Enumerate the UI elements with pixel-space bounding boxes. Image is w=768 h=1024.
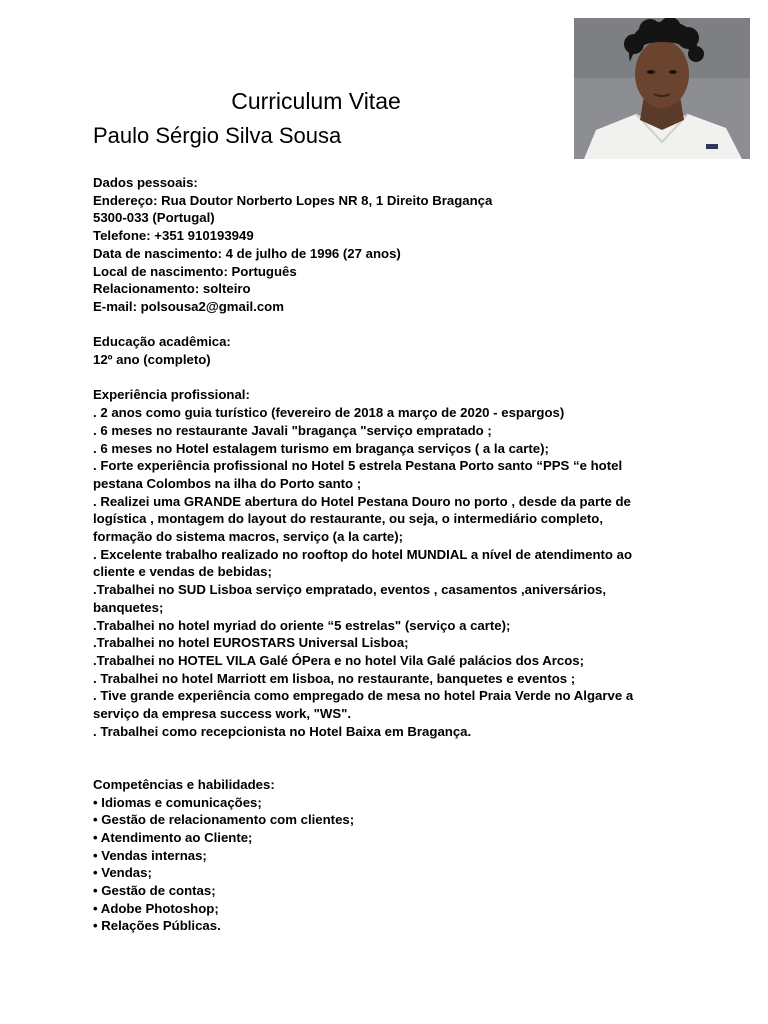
skill-item: • Idiomas e comunicações; xyxy=(93,794,262,810)
experience-line: . Excelente trabalho realizado no rooftop do hotel MUNDIAL a nível de atendimento ao xyxy=(93,546,633,562)
experience-line: cliente e vendas de bebidas; xyxy=(93,564,272,580)
experience-line: . Trabalhei como recepcionista no Hotel Baixa em Bragança. xyxy=(93,723,472,739)
experience-line: pestana Colombos na ilha do Porto santo ; xyxy=(93,475,362,491)
section-heading: Competências e habilidades: xyxy=(93,776,275,792)
skill-item: • Gestão de relacionamento com clientes; xyxy=(93,812,355,828)
skills-section xyxy=(93,776,693,935)
experience-line: . Trabalhei no hotel Marriott em lisboa, no restaurante, banquetes e eventos ; xyxy=(93,670,576,686)
experience-line: serviço da empresa success work, "WS". xyxy=(93,706,352,722)
document-title: Curriculum Vitae xyxy=(231,88,401,114)
birth-date-line: Data de nascimento: 4 de julho de 1996 (27 anos) xyxy=(93,245,401,261)
experience-line: . Forte experiência profissional no Hotel 5 estrela Pestana Porto santo “PPS “e hotel xyxy=(93,458,623,474)
email-line: E-mail: polsousa2@gmail.com xyxy=(93,298,284,314)
address-line: Endereço: Rua Doutor Norberto Lopes NR 8, 1 Direito Bragança xyxy=(93,192,493,208)
section-heading: Dados pessoais: xyxy=(93,175,198,190)
experience-line: banquetes; xyxy=(93,599,164,615)
section-heading: Educação acadêmica: xyxy=(93,334,231,350)
skill-item: • Vendas internas; xyxy=(93,847,207,863)
experience-section xyxy=(93,386,693,740)
experience-line: .Trabalhei no hotel myriad do oriente “5 estrelas" (serviço a carte); xyxy=(93,617,511,633)
postal-code-line: 5300-033 (Portugal) xyxy=(93,210,215,226)
skill-item: • Gestão de contas; xyxy=(93,883,216,899)
skill-item: • Relações Públicas. xyxy=(93,918,221,934)
section-heading: Experiência profissional: xyxy=(93,387,250,403)
experience-line: formação do sistema macros, serviço (a la carte); xyxy=(93,529,404,545)
experience-line: logística , montagem do layout do restaurante, ou seja, o intermediário completo, xyxy=(93,511,604,527)
candidate-name: Paulo Sérgio Silva Sousa xyxy=(93,123,342,148)
experience-line: . Realizei uma GRANDE abertura do Hotel Pestana Douro no porto , desde da parte de xyxy=(93,493,631,509)
education-line: 12º ano (completo) xyxy=(93,352,211,368)
education-section xyxy=(93,333,693,368)
birth-place-line: Local de nascimento: Português xyxy=(93,263,297,279)
experience-line: .Trabalhei no SUD Lisboa serviço empratado, eventos , casamentos ,aniversários, xyxy=(93,582,607,598)
relationship-line: Relacionamento: solteiro xyxy=(93,281,251,297)
experience-line: . Tive grande experiência como empregado de mesa no hotel Praia Verde no Algarve a xyxy=(93,688,634,704)
skill-item: • Vendas; xyxy=(93,865,152,881)
experience-line: . 6 meses no restaurante Javali "bragança "serviço empratado ; xyxy=(93,422,492,438)
phone-line: Telefone: +351 910193949 xyxy=(93,228,254,244)
personal-data-section xyxy=(93,174,693,316)
experience-line: .Trabalhei no hotel EUROSTARS Universal Lisboa; xyxy=(93,635,409,651)
experience-line: . 2 anos como guia turístico (fevereiro de 2018 a março de 2020 - espargos) xyxy=(93,405,565,421)
experience-line: . 6 meses no Hotel estalagem turismo em bragança serviços ( a la carte); xyxy=(93,440,549,456)
cv-content xyxy=(93,174,693,953)
skill-item: • Atendimento ao Cliente; xyxy=(93,829,253,845)
experience-line: .Trabalhei no HOTEL VILA Galé ÓPera e no hotel Vila Galé palácios dos Arcos; xyxy=(93,652,585,668)
skill-item: • Adobe Photoshop; xyxy=(93,900,219,916)
